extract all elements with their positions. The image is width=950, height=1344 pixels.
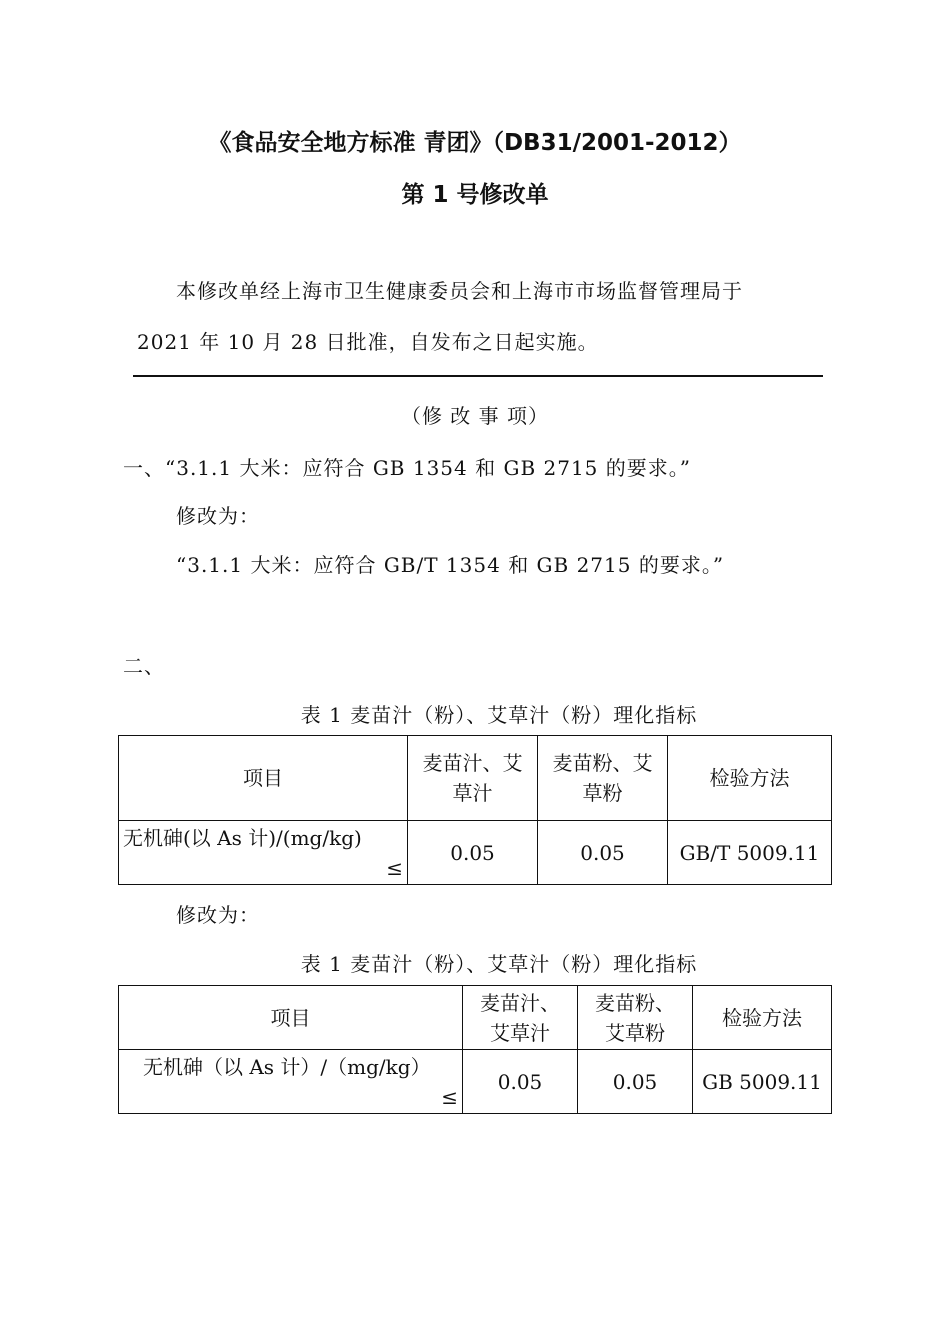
header-col2-line1: 麦苗粉、 [595, 990, 675, 1015]
row-item [119, 821, 408, 885]
row-col1: 0.05 [463, 1050, 578, 1114]
header-col2-line2: 艾草粉 [605, 1020, 665, 1045]
table-before [118, 735, 832, 885]
header-item: 项目 [119, 986, 463, 1050]
table-after [118, 985, 832, 1114]
row-item-symbol: ≤ [386, 855, 403, 880]
header-col1 [408, 736, 538, 821]
header-method: 检验方法 [668, 736, 832, 821]
header-col1 [463, 986, 578, 1050]
header-col2 [538, 736, 668, 821]
document-title: 《食品安全地方标准 青团》（DB31/2001-2012） [208, 130, 742, 156]
document-subtitle: 第 1 号修改单 [401, 182, 549, 208]
item2-label: 二、 [123, 654, 165, 678]
header-item: 项目 [119, 736, 408, 821]
header-col1-line1: 麦苗汁、艾 [422, 751, 523, 775]
header-col2-line1: 麦苗粉、艾 [552, 751, 653, 775]
row-col2: 0.05 [538, 821, 668, 885]
header-col1-line2: 草汁 [452, 781, 493, 805]
item1-revised: “3.1.1 大米：应符合 GB/T 1354 和 GB 2715 的要求。” [176, 553, 725, 577]
header-col1-line1: 麦苗汁、 [480, 990, 560, 1015]
table-header-row [119, 736, 832, 821]
row-method: GB 5009.11 [693, 1050, 832, 1114]
table-after-caption: 表 1 麦苗汁（粉）、艾草汁（粉）理化指标 [300, 952, 698, 976]
row-item [119, 1050, 463, 1114]
item2-modify-label: 修改为： [176, 903, 260, 927]
row-item-label: 无机砷(以 As 计)/(mg/kg) [123, 825, 362, 850]
row-method: GB/T 5009.11 [668, 821, 832, 885]
header-col1-line2: 艾草汁 [490, 1020, 550, 1045]
table-row [119, 1050, 832, 1114]
item1-original: 一、“3.1.1 大米：应符合 GB 1354 和 GB 2715 的要求。” [123, 456, 691, 480]
table-row [119, 821, 832, 885]
row-item-symbol: ≤ [441, 1084, 458, 1109]
row-col2: 0.05 [578, 1050, 693, 1114]
row-col1: 0.05 [408, 821, 538, 885]
horizontal-divider [133, 375, 823, 377]
section-heading: （修 改 事 项） [400, 404, 550, 428]
table-header-row [119, 986, 832, 1050]
table-before-caption: 表 1 麦苗汁（粉）、艾草汁（粉）理化指标 [300, 703, 698, 727]
intro-line-1: 本修改单经上海市卫生健康委员会和上海市市场监督管理局于 [176, 279, 743, 303]
item1-modify-label: 修改为： [176, 504, 260, 528]
intro-line-2: 2021 年 10 月 28 日批准，自发布之日起实施。 [137, 330, 599, 354]
row-item-label: 无机砷（以 As 计）/（mg/kg） [143, 1054, 431, 1079]
header-col2 [578, 986, 693, 1050]
header-col2-line2: 草粉 [582, 781, 623, 805]
header-method: 检验方法 [693, 986, 832, 1050]
